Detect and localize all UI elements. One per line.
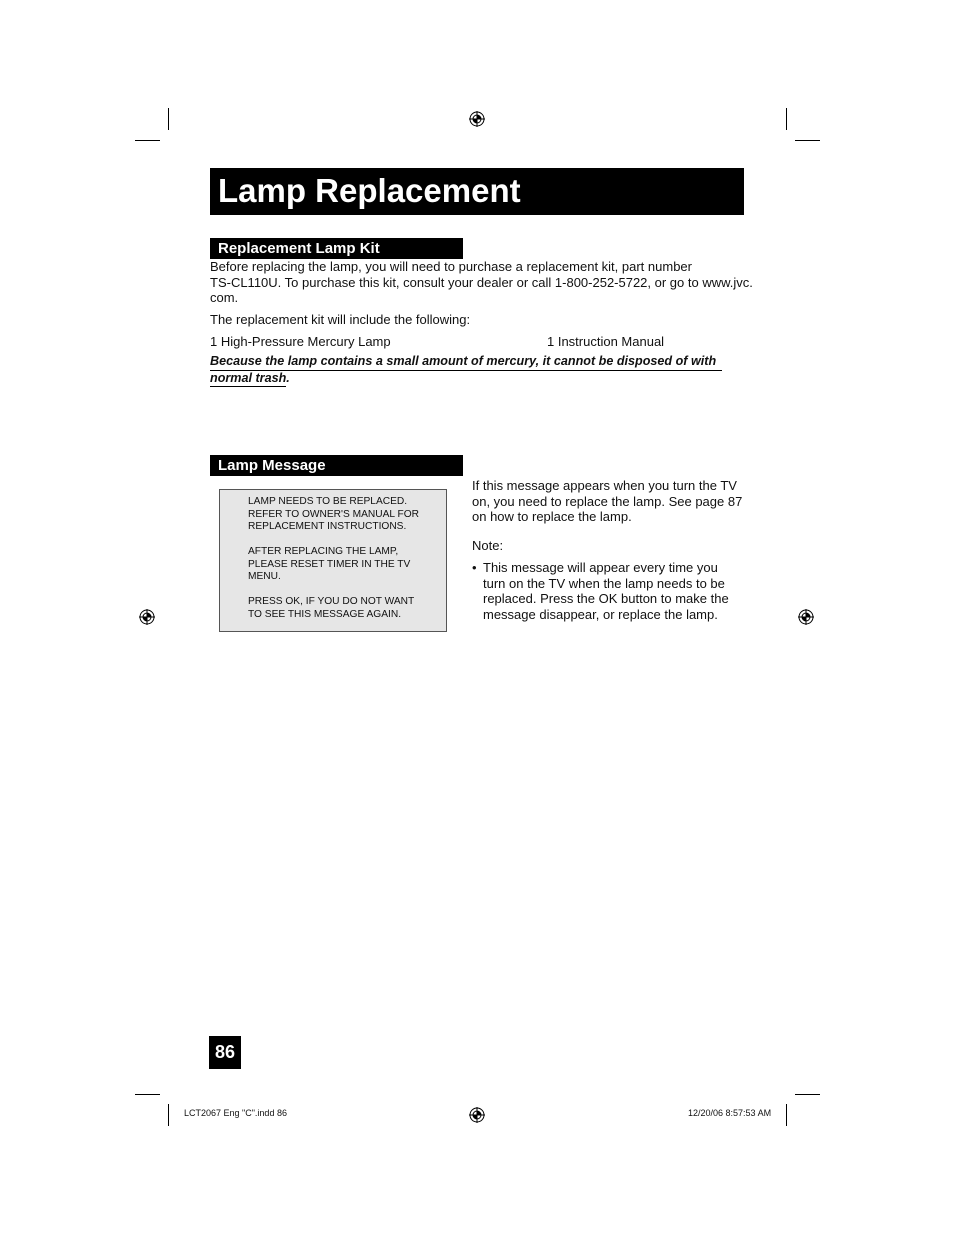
registration-mark-icon — [469, 111, 485, 127]
section-heading-message-label: Lamp Message — [218, 457, 326, 474]
description-line: on how to replace the lamp. — [472, 509, 632, 524]
kit-intro-line: TS-CL110U. To purchase this kit, consult your dealer or call 1-800-252-5722, or go to www.jvc. — [210, 274, 753, 290]
section-heading-kit — [210, 238, 463, 259]
kit-intro — [210, 259, 753, 306]
registration-mark-icon — [469, 1107, 485, 1123]
crop-mark — [786, 1104, 787, 1126]
crop-mark — [135, 140, 160, 141]
bullet-line: This message will appear every time you — [483, 560, 718, 575]
lamp-message-description — [472, 478, 752, 525]
crop-mark — [786, 108, 787, 130]
kit-item-manual: 1 Instruction Manual — [547, 334, 665, 349]
lamp-message-paragraph: PRESS OK, IF YOU DO NOT WANT TO SEE THIS MESSAGE AGAIN. — [248, 596, 415, 620]
kit-intro-line: com. — [210, 290, 239, 305]
lamp-message-paragraph: AFTER REPLACING THE LAMP, PLEASE RESET TIMER IN THE TV MENU. — [248, 546, 411, 583]
registration-mark-icon — [139, 609, 155, 625]
kit-intro-line: Before replacing the lamp, you will need to purchase a replacement kit, part number — [210, 259, 692, 274]
lamp-message-screen — [219, 489, 447, 632]
mercury-warning-line-1: Because the lamp contains a small amount of mercury, it cannot be disposed of with — [210, 354, 722, 371]
description-line: on, you need to replace the lamp. See page 87 — [472, 493, 743, 509]
crop-mark — [795, 1094, 820, 1095]
mercury-warning-period: . — [286, 370, 290, 385]
footer-timestamp: 12/20/06 8:57:53 AM — [688, 1108, 772, 1118]
kit-item-lamp: 1 High-Pressure Mercury Lamp — [210, 334, 391, 349]
lamp-message-paragraph: LAMP NEEDS TO BE REPLACED. REFER TO OWNER'S MANUAL FOR REPLACEMENT INSTRUCTIONS. — [248, 496, 419, 533]
crop-mark — [168, 1104, 169, 1126]
mercury-warning-line-2: normal trash — [210, 371, 286, 388]
page-title-bar — [210, 168, 744, 215]
bullet-line: replaced. Press the OK button to make the — [483, 591, 729, 606]
crop-mark — [795, 140, 820, 141]
note-label: Note: — [472, 538, 504, 553]
registration-mark-icon — [798, 609, 814, 625]
page-number: 86 — [209, 1036, 241, 1069]
footer-file-info: LCT2067 Eng "C".indd 86 — [184, 1108, 287, 1118]
section-heading-message — [210, 455, 463, 476]
crop-mark — [168, 108, 169, 130]
section-heading-kit-label: Replacement Lamp Kit — [218, 240, 380, 257]
description-line: If this message appears when you turn the TV — [472, 478, 737, 493]
bullet-line: message disappear, or replace the lamp. — [483, 606, 718, 622]
bullet-line: turn on the TV when the lamp needs to be — [483, 575, 725, 591]
crop-mark — [135, 1094, 160, 1095]
note-bullet-text — [483, 560, 753, 622]
page-title: Lamp Replacement — [218, 172, 521, 209]
note-bullet-icon: • — [472, 560, 477, 575]
mercury-warning — [210, 354, 722, 387]
kit-includes-text: The replacement kit will include the following: — [210, 312, 471, 327]
